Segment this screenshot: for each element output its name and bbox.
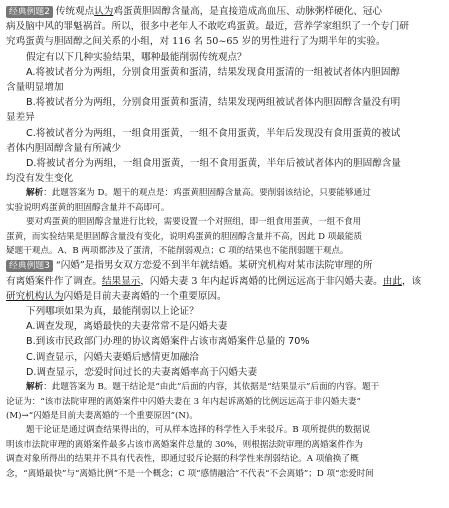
example-3-option-b: B.到该市民政部门办理的协议离婚案件占该市离婚案件总量的 70% bbox=[26, 336, 310, 348]
solution-label: 解析 bbox=[26, 188, 44, 199]
example-3-line-2: 有离婚案件作了调查。结果显示，闪婚夫妻 3 年内起诉离婚的比例远远高于非闪婚夫妻。由此，该 bbox=[6, 275, 422, 287]
example-2-solution-3: 要对鸡蛋黄的胆固醇含量进行比较，需要设置一个对照组，即一组食用蛋黄，一组不食用 bbox=[26, 217, 362, 228]
example-2-solution-1: 解析：此题答案为 D。题干的观点是：鸡蛋黄胆固醇含量高。要削弱该结论，只要能够通过 bbox=[26, 188, 371, 199]
example-2-tag: 经典例题2 bbox=[6, 6, 53, 18]
example-2-line-2: 病及脑中风的罪魁祸首。所以，很多中老年人不敢吃鸡蛋黄。最近，营养学家组织了一个专门研 bbox=[6, 21, 409, 33]
example-3-solution-5: 明该市法院审理的离婚案件最多占该市离婚案件总量的 30%，则根据法院审理的离婚案件作为 bbox=[6, 439, 363, 450]
example-3-option-d: D.调查显示，恋爱时间过长的夫妻离婚率高于闪婚夫妻 bbox=[26, 366, 258, 378]
example-3-solution-7: 念，“离婚最快”与“离婚比例”不是一个概念；C 项“感情融洽”不代表“不会离婚”；D 项“恋爱时间 bbox=[6, 468, 374, 479]
example-2-option-c-cont: 者体内胆固醇含量有所减少 bbox=[6, 142, 122, 154]
example-3-solution-1: 解析：此题答案为 B。题干结论是“由此”后面的内容，其依据是“结果显示”后面的内容。题干 bbox=[26, 382, 380, 393]
example-2-line-3: 究鸡蛋黄与胆固醇之间关系的小组，对 116 名 50~65 岁的男性进行了为期半年的实验。 bbox=[6, 36, 386, 48]
keyword-underline: 由此 bbox=[382, 275, 402, 287]
example-3-line-1: 经典例题3 “闪婚”是指男女双方恋爱不到半年就结婚。某研究机构对某市法院审理的所 bbox=[6, 258, 443, 273]
example-3-option-a: A.调查发现，离婚最快的夫妻常常不是闪婚夫妻 bbox=[26, 321, 228, 333]
solution-label: 解析 bbox=[26, 382, 44, 393]
document-page bbox=[6, 4, 443, 481]
example-2-option-c: C.将被试者分为两组，一组食用蛋黄，一组不食用蛋黄，半年后发现没有食用蛋黄的被试 bbox=[26, 127, 401, 139]
example-2-option-b-cont: 显差异 bbox=[6, 112, 35, 124]
example-2-option-a: A.将被试者分为两组，分别食用蛋黄和蛋清，结果发现食用蛋清的一组被试者体内胆固醇 bbox=[26, 66, 401, 78]
example-2-solution-4: 蛋黄，而实验结果是胆固醇含量没有变化，说明鸡蛋黄的胆固醇含量并不高，因此 D 项最能质 bbox=[6, 231, 363, 242]
example-3-solution-3: (M)→“闪婚是目前夫妻离婚的一个重要原因”(N)。 bbox=[6, 410, 198, 421]
example-3-solution-2: 论证为：“该市法院审理的离婚案件中闪婚夫妻在 3 年内起诉离婚的比例远远高于非闪婚夫妻” bbox=[6, 396, 361, 407]
keyword-underline: 研究机构认为 bbox=[6, 290, 64, 302]
example-2-option-d: D.将被试者分为两组，一组食用蛋黄，一组不食用蛋黄，半年后被试者体内的胆固醇含量 bbox=[26, 158, 401, 170]
example-2-question: 假定有以下几种实验结果，哪种最能削弱传统观点？ bbox=[26, 51, 247, 63]
keyword-underline: 结果显示 bbox=[101, 275, 141, 287]
example-3-tag: 经典例题3 bbox=[6, 260, 53, 272]
example-3-option-c: C.调查显示，闪婚夫妻婚后感情更加融洽 bbox=[26, 351, 199, 363]
example-2-option-d-cont: 均没有发生变化 bbox=[6, 173, 74, 185]
example-3-line-3: 研究机构认为闪婚是目前夫妻离婚的一个重要原因。 bbox=[6, 290, 227, 302]
example-3-solution-4: 题干论证是通过调查结果得出的，可从样本选择的科学性入手来驳斥。B 项所提供的数据说 bbox=[26, 425, 371, 436]
example-2-solution-2: 实验说明鸡蛋黄的胆固醇含量并不高即可。 bbox=[6, 202, 170, 213]
example-2-solution-5: 疑题干观点。A、B 两项都涉及了蛋清，不能削弱观点；C 项的结果也不能削弱题干观点。 bbox=[6, 246, 349, 257]
example-2-option-b: B.将被试者分为两组，分别食用蛋黄和蛋清，结果发现两组被试者体内胆固醇含量没有明 bbox=[26, 97, 401, 109]
example-3-solution-6: 调查对象所得出的结果并不具有代表性，即通过驳斥论据的科学性来削弱结论。A 项偷换了概 bbox=[6, 454, 359, 465]
example-2-line-1: 经典例题2 传统观点认为鸡蛋黄胆固醇含量高，是直接造成高血压、动脉粥样硬化、冠心 bbox=[6, 4, 443, 19]
example-3-question: 下列哪项如果为真，最能削弱以上论证？ bbox=[26, 306, 199, 318]
example-2-option-a-cont: 含量明显增加 bbox=[6, 82, 64, 94]
keyword-underline: 认为 bbox=[94, 6, 114, 17]
